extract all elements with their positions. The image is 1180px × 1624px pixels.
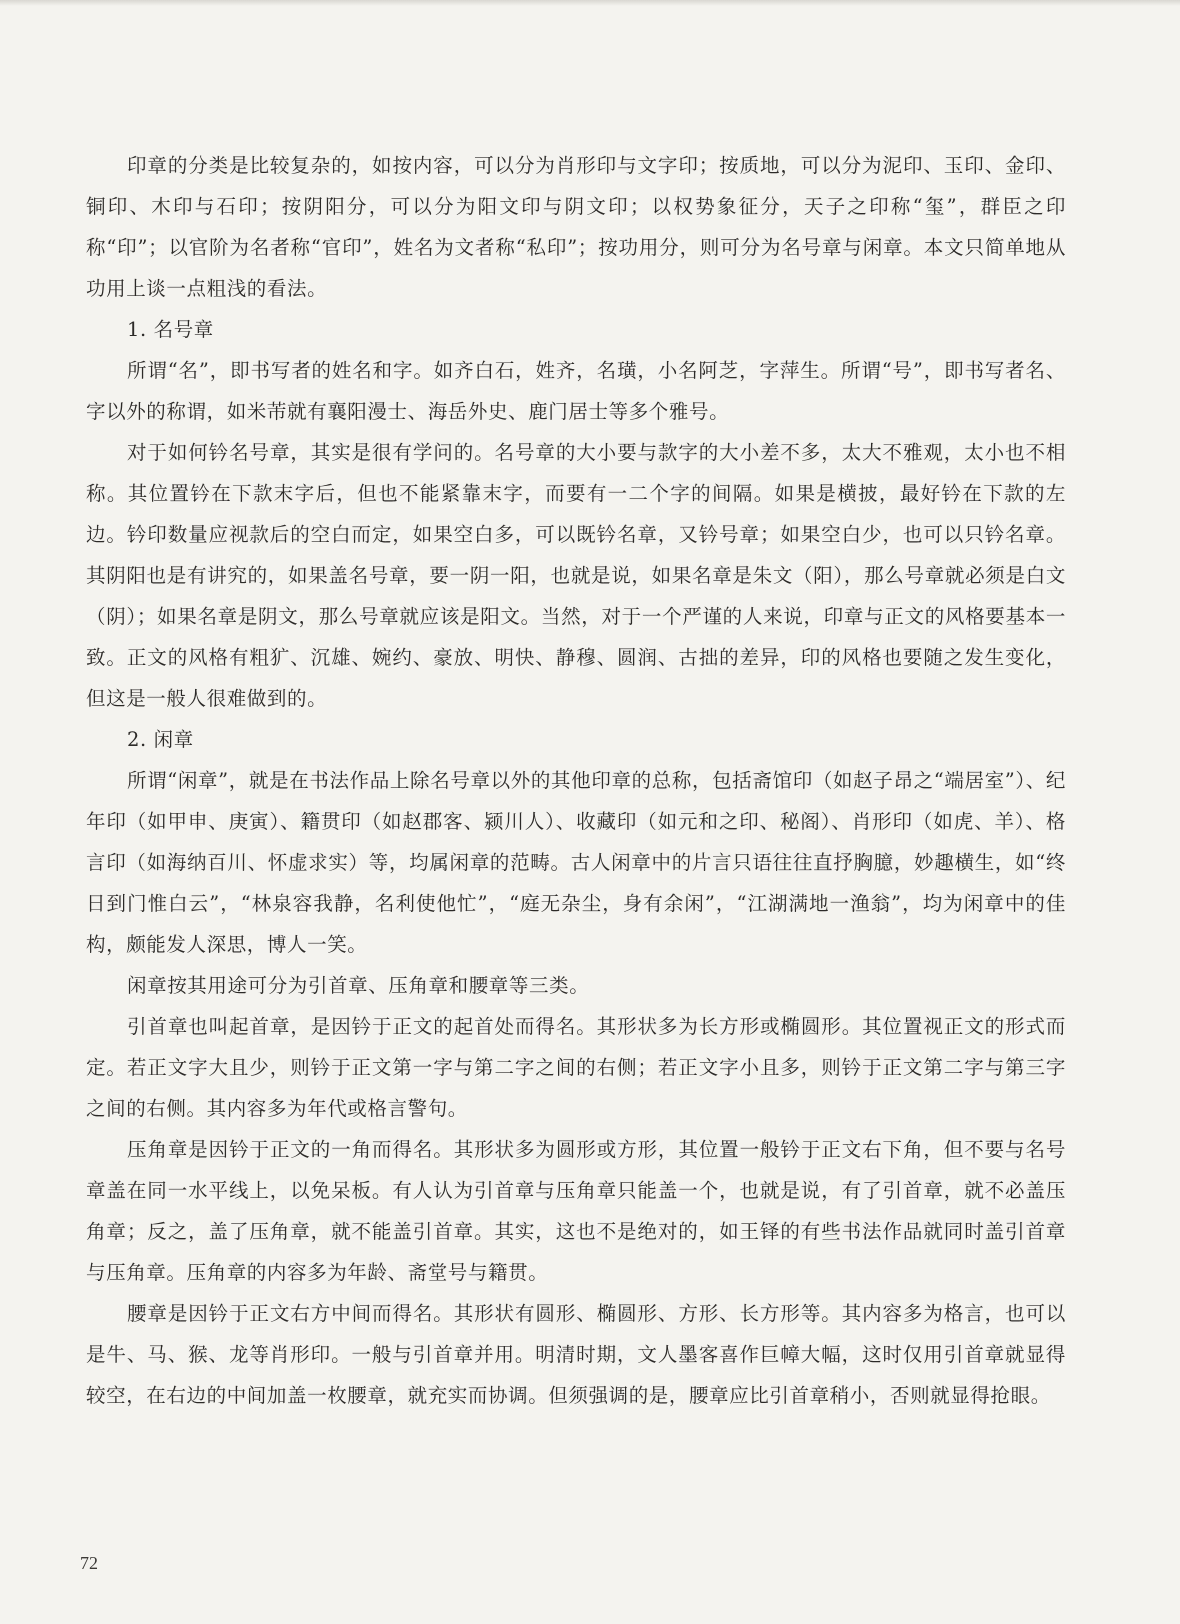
paragraph: 压角章是因钤于正文的一角而得名。其形状多为圆形或方形，其位置一般钤于正文右下角，但不要与名号章盖在同一水平线上，以免呆板。有人认为引首章与压角章只能盖一个，也就是说，有了引首章，就不必盖压角章；反之，盖了压角章，就不能盖引首章。其实，这也不是绝对的，如王铎的有些书法作品就同时盖引首章与压角章。压角章的内容多为年龄、斋堂号与籍贯。 bbox=[86, 1138, 1066, 1284]
page-number: 72 bbox=[80, 1553, 98, 1573]
section-heading-name-seal: 1. 名号章 bbox=[127, 318, 214, 341]
paragraph: 所谓“闲章”，就是在书法作品上除名号章以外的其他印章的总称，包括斋馆印（如赵子昂之“端居室”）、纪年印（如甲申、庚寅）、籍贯印（如赵郡客、颍川人）、收藏印（如元和之印、秘阁）、肖形印（如虎、羊）、格言印（如海纳百川、怀虚求实）等，均属闲章的范畴。古人闲章中的片言只语往往直抒胸臆，妙趣横生，如“终日到门惟白云”，“林泉容我静，名利使他忙”，“庭无杂尘，身有余闲”，“江湖满地一渔翁”，均为闲章中的佳构，颇能发人深思，博人一笑。 bbox=[86, 769, 1066, 956]
article-body bbox=[86, 145, 1066, 1416]
paragraph: 所谓“名”，即书写者的姓名和字。如齐白石，姓齐，名璜，小名阿芝，字萍生。所谓“号”，即书写者名、字以外的称谓，如米芾就有襄阳漫士、海岳外史、鹿门居士等多个雅号。 bbox=[86, 359, 1066, 423]
section-heading-leisure-seal: 2. 闲章 bbox=[127, 728, 194, 751]
paragraph: 腰章是因钤于正文右方中间而得名。其形状有圆形、椭圆形、方形、长方形等。其内容多为格言，也可以是牛、马、猴、龙等肖形印。一般与引首章并用。明清时期，文人墨客喜作巨幛大幅，这时仅用引首章就显得较空，在右边的中间加盖一枚腰章，就充实而协调。但须强调的是，腰章应比引首章稍小，否则就显得抢眼。 bbox=[86, 1302, 1066, 1407]
paragraph: 对于如何钤名号章，其实是很有学问的。名号章的大小要与款字的大小差不多，太大不雅观，太小也不相称。其位置钤在下款末字后，但也不能紧靠末字，而要有一二个字的间隔。如果是横披，最好钤在下款的左边。钤印数量应视款后的空白而定，如果空白多，可以既钤名章，又钤号章；如果空白少，也可以只钤名章。其阴阳也是有讲究的，如果盖名号章，要一阴一阳，也就是说，如果名章是朱文（阳），那么号章就必须是白文（阴）；如果名章是阴文，那么号章就应该是阳文。当然，对于一个严谨的人来说，印章与正文的风格要基本一致。正文的风格有粗犷、沉雄、婉约、豪放、明快、静穆、圆润、古拙的差异，印的风格也要随之发生变化，但这是一般人很难做到的。 bbox=[86, 441, 1066, 710]
page-top-edge bbox=[0, 0, 1180, 6]
intro-paragraph: 印章的分类是比较复杂的，如按内容，可以分为肖形印与文字印；按质地，可以分为泥印、玉印、金印、铜印、木印与石印；按阴阳分，可以分为阳文印与阴文印；以权势象征分，天子之印称“玺”，群臣之印称“印”；以官阶为名者称“官印”，姓名为文者称“私印”；按功用分，则可分为名号章与闲章。本文只简单地从功用上谈一点粗浅的看法。 bbox=[86, 154, 1066, 300]
paragraph: 引首章也叫起首章，是因钤于正文的起首处而得名。其形状多为长方形或椭圆形。其位置视正文的形式而定。若正文字大且少，则钤于正文第一字与第二字之间的右侧；若正文字小且多，则钤于正文第二字与第三字之间的右侧。其内容多为年代或格言警句。 bbox=[86, 1015, 1066, 1120]
paragraph: 闲章按其用途可分为引首章、压角章和腰章等三类。 bbox=[127, 974, 590, 997]
